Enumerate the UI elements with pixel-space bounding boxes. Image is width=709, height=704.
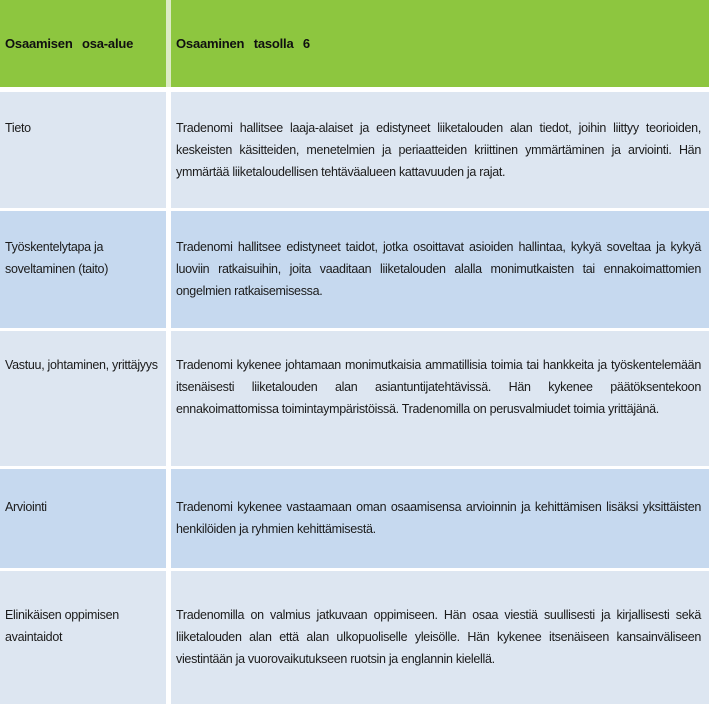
header-area-label: Osaamisen osa-alue — [5, 36, 134, 51]
area-cell — [0, 469, 166, 568]
table-header-row — [0, 0, 709, 87]
area-label: Elinikäisen oppimisen avaintaidot — [5, 608, 119, 644]
area-cell — [0, 92, 166, 208]
description-text: Tradenomi kykenee johtamaan monimutkaisia ammatillisia toimia tai hankkeita ja työskentelemään itsenäisesti liiketalouden alan asiantuntijatehtävissä. Hän kykenee päätöksentekoon ennakoimattomissa toimintaympäristöissä. Tradenomilla on perusvalmiudet toimia yrittäjänä. — [176, 358, 701, 416]
description-text: Tradenomi kykenee vastaamaan oman osaamisensa arvioinnin ja kehittämisen lisäksi yksittäisten henkilöiden ja ryhmien kehittämisestä. — [176, 500, 701, 536]
header-level-label: Osaaminen tasolla 6 — [176, 36, 310, 51]
description-cell — [171, 92, 709, 208]
header-cell-area — [0, 0, 166, 87]
description-text: Tradenomi hallitsee laaja-alaiset ja edistyneet liiketalouden alan tiedot, joihin liittyy teorioiden, keskeisten käsitteiden, menetelmien ja periaatteiden kriittinen ymmärtäminen ja arviointi. Hän ymmärtää liiketaloudellisen tehtäväalueen kattavuuden ja rajat. — [176, 121, 701, 179]
table-row-elinikainen — [0, 571, 709, 704]
area-cell — [0, 331, 166, 466]
table-row-arviointi — [0, 469, 709, 568]
description-cell — [171, 571, 709, 704]
area-cell — [0, 571, 166, 704]
area-cell — [0, 211, 166, 328]
description-text: Tradenomi hallitsee edistyneet taidot, jotka osoittavat asioiden hallintaa, kykyä soveltaa ja kykyä luoviin ratkaisuihin, joita vaaditaan liiketalouden alalla monimutkaisten tai ennakoimattomien ongelmien ratkaisemisessa. — [176, 240, 701, 298]
table-row-tieto — [0, 92, 709, 208]
area-label: Vastuu, johtaminen, yrittäjyys — [5, 358, 158, 372]
table-row-tyoskentelytapa — [0, 211, 709, 328]
description-cell — [171, 469, 709, 568]
description-cell — [171, 331, 709, 466]
table-row-vastuu — [0, 331, 709, 466]
description-text: Tradenomilla on valmius jatkuvaan oppimiseen. Hän osaa viestiä suullisesti ja kirjallisesti sekä liiketalouden alan että alan ulkopuoliselle yleisölle. Hän kykenee itsenäiseen kansainväliseen viestintään ja vuorovaikutukseen ruotsin ja englannin kielellä. — [176, 608, 701, 666]
area-label: Arviointi — [5, 500, 47, 514]
area-label: Tieto — [5, 121, 31, 135]
area-label: Työskentelytapa ja soveltaminen (taito) — [5, 240, 109, 276]
header-cell-level — [171, 0, 709, 87]
description-cell — [171, 211, 709, 328]
